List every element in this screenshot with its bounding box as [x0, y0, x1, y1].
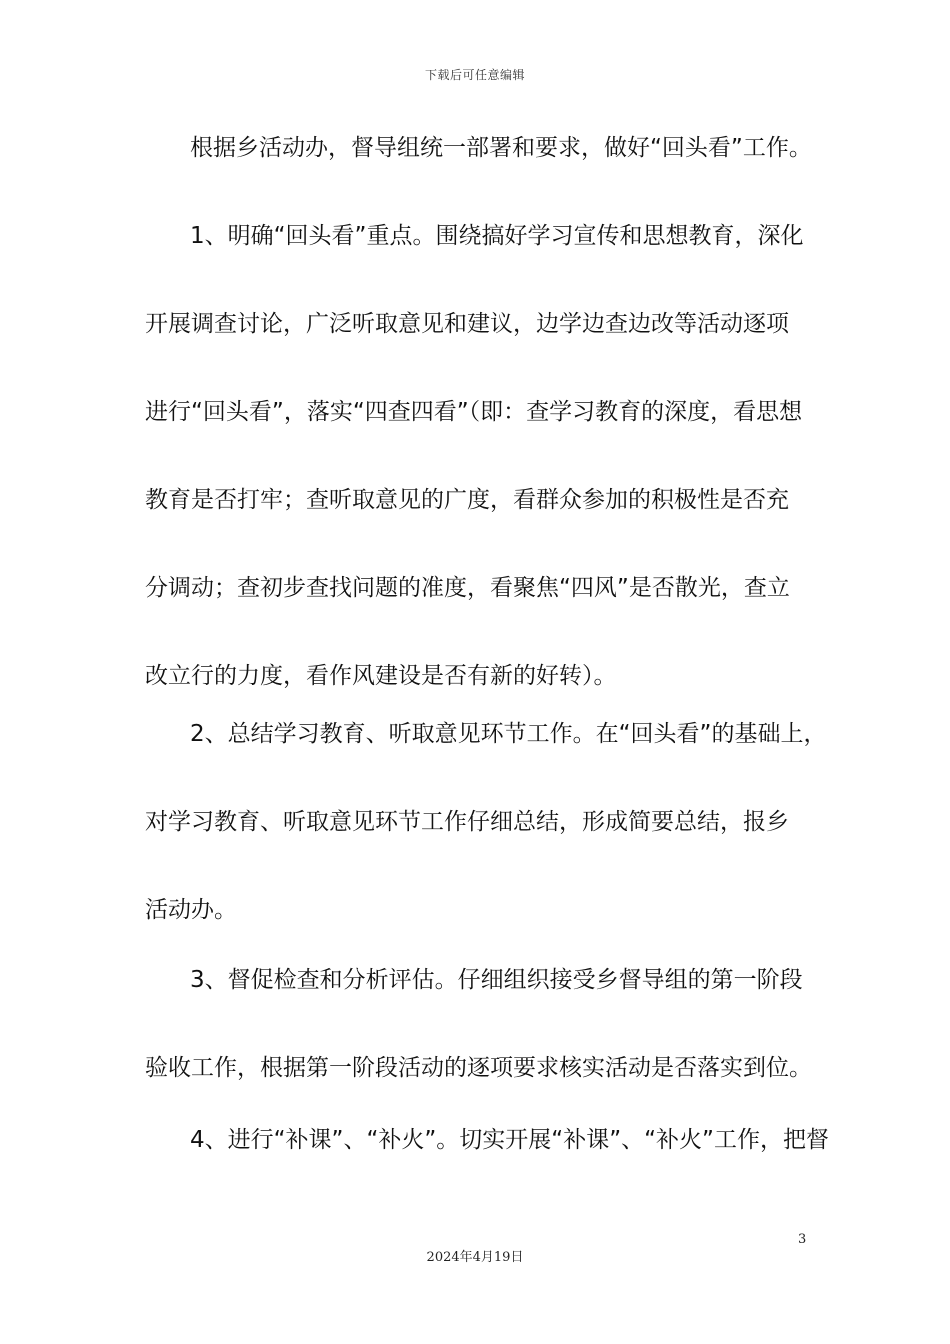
paragraph-2-line-3: 活动办。: [145, 897, 237, 923]
paragraph-1-line-4: 教育是否打牢；查听取意见的广度，看群众参加的积极性是否充: [145, 487, 789, 513]
paragraph-1-line-3: 进行“回头看”，落实“四查四看”（即：查学习教育的深度，看思想: [145, 399, 803, 425]
paragraph-4-line-1: 4、进行“补课”、“补火”。切实开展“补课”、“补火”工作，把督: [190, 1127, 829, 1153]
page-number: 3: [798, 1232, 807, 1247]
page-footer-date: 2024年4月19日: [426, 1250, 524, 1265]
paragraph-2-line-1: 2、总结学习教育、听取意见环节工作。在“回头看”的基础上，: [190, 721, 827, 747]
paragraph-intro: 根据乡活动办，督导组统一部署和要求，做好“回头看”工作。: [190, 135, 812, 161]
paragraph-1-line-2: 开展调查讨论，广泛听取意见和建议，边学边查边改等活动逐项: [145, 311, 789, 337]
paragraph-1-line-6: 改立行的力度，看作风建设是否有新的好转）。: [145, 663, 617, 689]
paragraph-1-line-1: 1、明确“回头看”重点。围绕搞好学习宣传和思想教育，深化: [190, 223, 804, 249]
paragraph-1-line-5: 分调动；查初步查找问题的准度，看聚焦“四风”是否散光，查立: [145, 575, 790, 601]
paragraph-3-line-2: 验收工作，根据第一阶段活动的逐项要求核实活动是否落实到位。: [145, 1055, 812, 1081]
paragraph-2-line-2: 对学习教育、听取意见环节工作仔细总结，形成简要总结，报乡: [145, 809, 789, 835]
paragraph-3-line-1: 3、督促检查和分析评估。仔细组织接受乡督导组的第一阶段: [190, 967, 803, 993]
page-header: 下载后可任意编辑: [424, 68, 525, 82]
